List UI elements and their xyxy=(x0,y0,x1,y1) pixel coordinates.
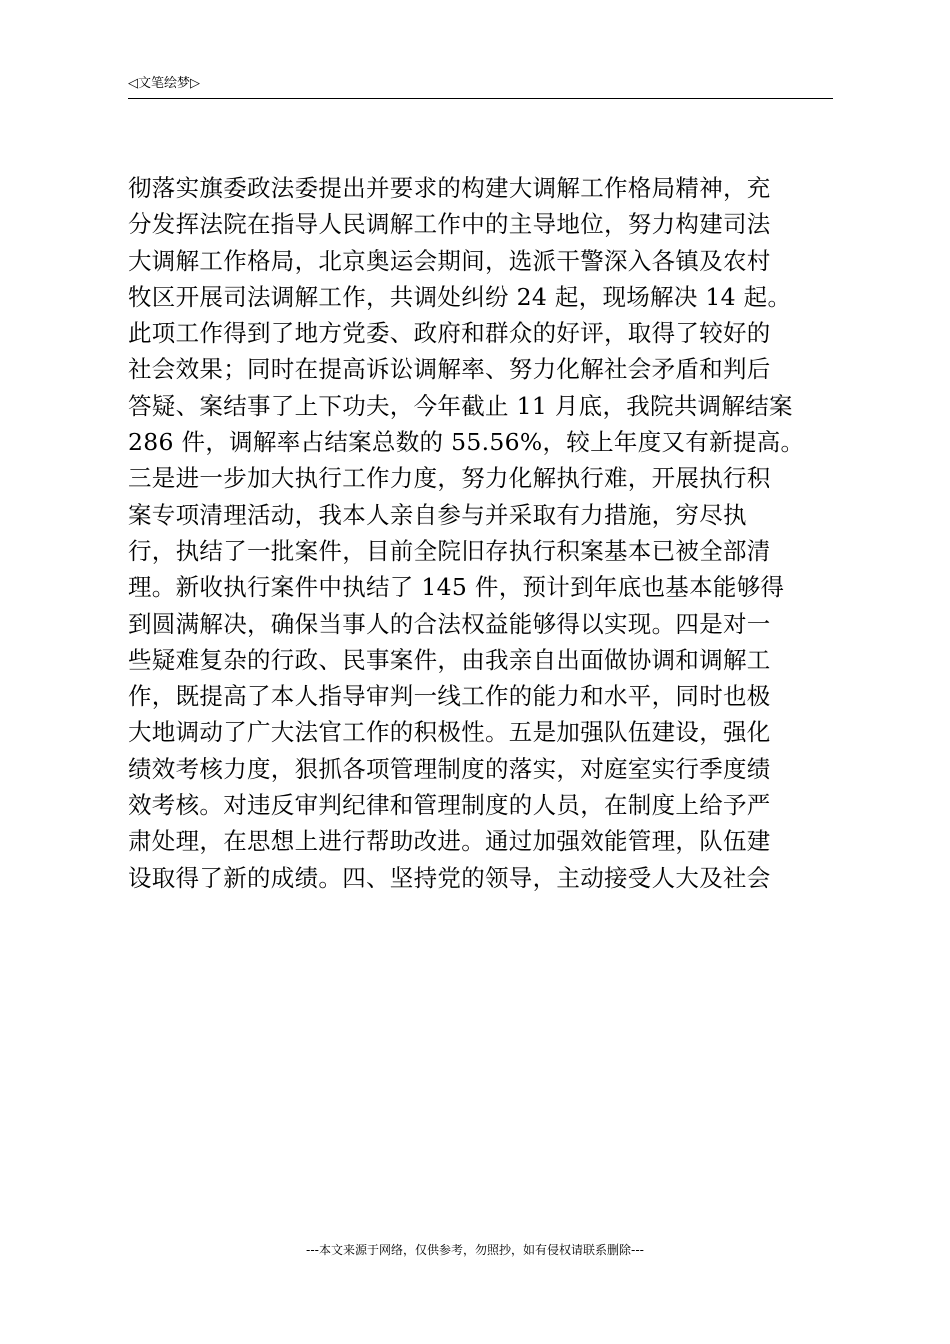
document-body xyxy=(128,170,833,896)
body-line: 大调解工作格局，北京奥运会期间，选派干警深入各镇及农村 xyxy=(128,246,771,275)
body-line: 此项工作得到了地方党委、政府和群众的好评，取得了较好的 xyxy=(128,319,771,348)
body-line: 效考核。对违反审判纪律和管理制度的人员，在制度上给予严 xyxy=(128,791,771,820)
body-line: 绩效考核力度，狠抓各项管理制度的落实，对庭室实行季度绩 xyxy=(128,754,771,783)
body-line: 设取得了新的成绩。四、坚持党的领导，主动接受人大及社会 xyxy=(128,863,771,892)
body-line: 答疑、案结事了上下功夫，今年截止 11 月底，我院共调解结案 xyxy=(128,391,793,420)
body-line: 案专项清理活动，我本人亲自参与并采取有力措施，穷尽执 xyxy=(128,500,747,529)
body-line: 到圆满解决，确保当事人的合法权益能够得以实现。四是对一 xyxy=(128,609,771,638)
page-footer: ---本文来源于网络，仅供参考，勿照抄，如有侵权请联系删除--- xyxy=(306,1243,644,1257)
body-line: 社会效果；同时在提高诉讼调解率、努力化解社会矛盾和判后 xyxy=(128,355,771,384)
header-title: ◁文笔绘梦▷ xyxy=(128,76,200,91)
body-line: 大地调动了广大法官工作的积极性。五是加强队伍建设，强化 xyxy=(128,718,771,747)
body-line: 分发挥法院在指导人民调解工作中的主导地位，努力构建司法 xyxy=(128,210,771,239)
body-line: 三是进一步加大执行工作力度，努力化解执行难，开展执行积 xyxy=(128,464,771,493)
page-header xyxy=(128,74,833,99)
body-line: 肃处理，在思想上进行帮助改进。通过加强效能管理，队伍建 xyxy=(128,827,771,856)
body-line: 286 件，调解率占结案总数的 55.56%，较上年度又有新提高。 xyxy=(128,428,805,457)
body-line: 行，执结了一批案件，目前全院旧存执行积案基本已被全部清 xyxy=(128,536,771,565)
body-line: 理。新收执行案件中执结了 145 件，预计到年底也基本能够得 xyxy=(128,573,785,602)
body-line: 彻落实旗委政法委提出并要求的构建大调解工作格局精神，充 xyxy=(128,174,771,202)
body-line: 作，既提高了本人指导审判一线工作的能力和水平，同时也极 xyxy=(128,682,771,711)
body-line: 牧区开展司法调解工作，共调处纠纷 24 起，现场解决 14 起。 xyxy=(128,282,792,311)
body-line: 些疑难复杂的行政、民事案件，由我亲自出面做协调和调解工 xyxy=(128,645,771,674)
